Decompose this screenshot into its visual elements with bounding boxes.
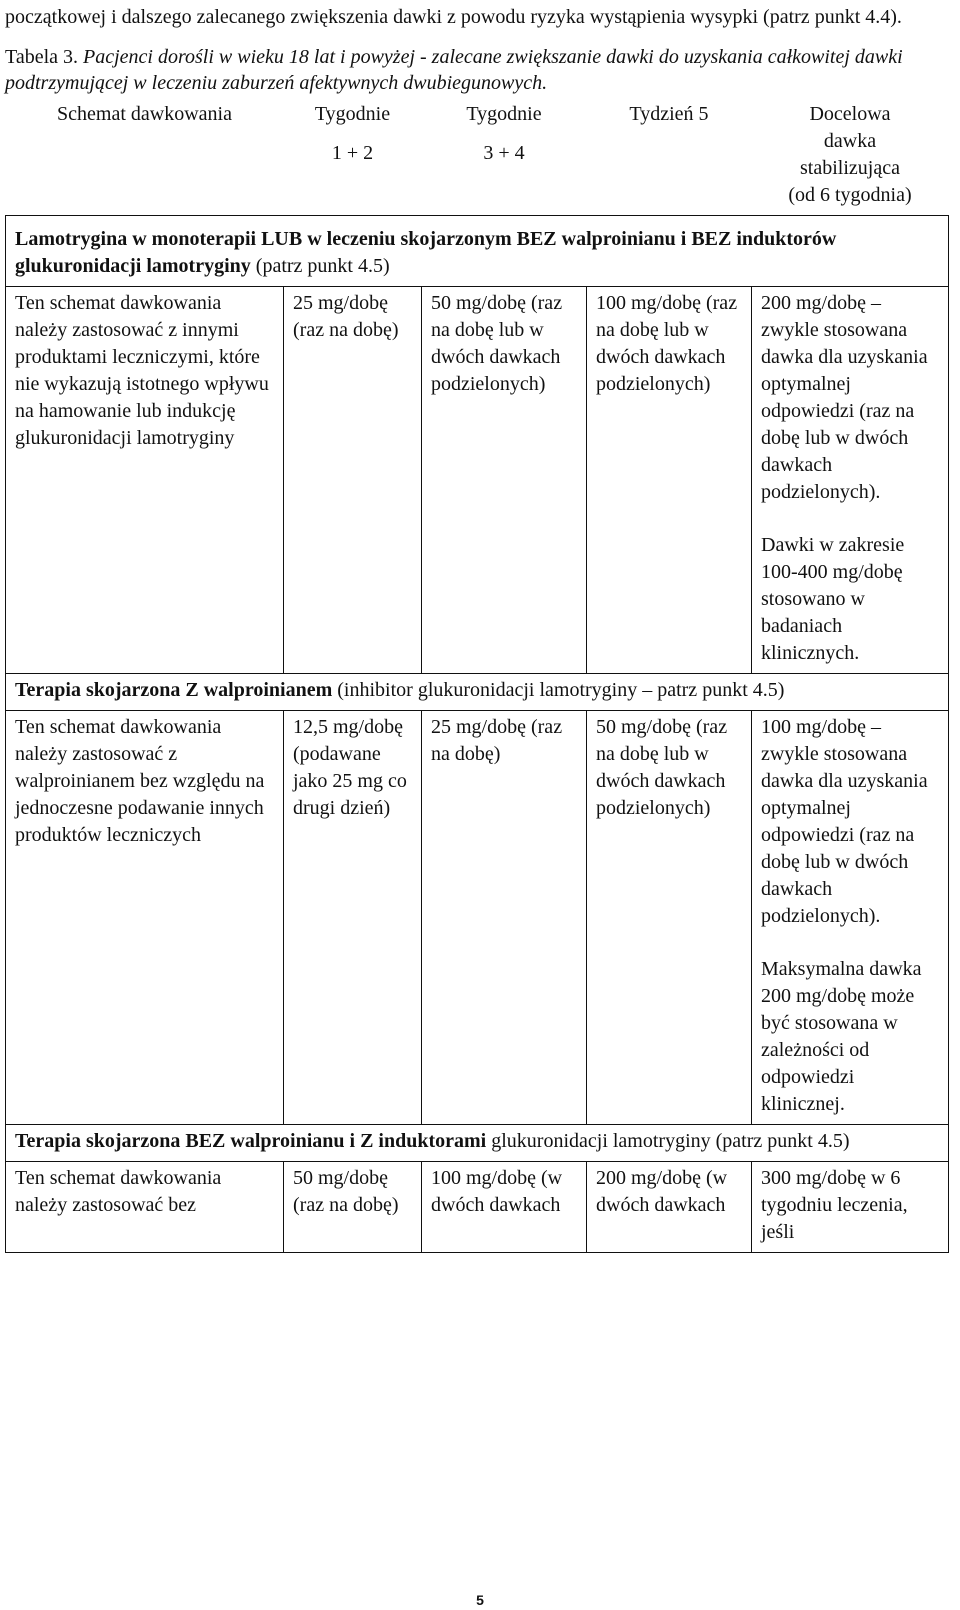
page-number: 5 (476, 1592, 484, 1608)
table-row-with-valproate (6, 711, 949, 1125)
section-heading-monotherapy (6, 216, 949, 287)
row2-weeks-3-4: 25 mg/dobę (raz na dobę) (422, 711, 587, 1125)
row1-target-dose (752, 287, 949, 674)
row2-week-5: 50 mg/dobę (raz na dobę lub w dwóch dawkach podzielonych) (587, 711, 752, 1125)
header-weeks-1-2-label: Tygodnie (314, 103, 391, 125)
row3-weeks-1-2: 50 mg/dobę (raz na dobę) (284, 1162, 422, 1253)
section-row-with-valproate (6, 674, 949, 711)
header-target-dose-line3: stabilizująca (800, 157, 900, 179)
row1-weeks-3-4: 50 mg/dobę (raz na dobę lub w dwóch dawkach podzielonych) (422, 287, 587, 674)
header-week-5: Tydzień 5 (629, 103, 709, 125)
document-page (5, 0, 945, 1253)
dosage-table (5, 98, 949, 1253)
table-caption-text: Pacjenci dorośli w wieku 18 lat i powyżej - zalecane zwiększanie dawki do uzyskania całkowitej dawki podtrzymującej w leczeniu zaburzeń afektywnych dwubiegunowych. (5, 46, 903, 94)
section-heading-with-valproate-ref: (inhibitor glukuronidacji lamotryginy – patrz punkt 4.5) (332, 679, 785, 701)
section-heading-with-inducers (6, 1125, 949, 1162)
section-heading-monotherapy-ref: (patrz punkt 4.5) (250, 255, 390, 277)
row3-schedule: Ten schemat dawkowania należy zastosować bez (6, 1162, 284, 1253)
row3-target-dose: 300 mg/dobę w 6 tygodniu leczenia, jeśli (752, 1162, 949, 1253)
section-heading-with-valproate (6, 674, 949, 711)
header-target-dose (752, 98, 949, 216)
table-row-monotherapy (6, 287, 949, 674)
header-target-dose-line2: dawka (823, 130, 877, 152)
table-header-row (6, 98, 949, 216)
header-weeks-1-2 (284, 98, 422, 216)
section-heading-monotherapy-bold: Lamotrygina w monoterapii LUB w leczeniu skojarzonym BEZ walproinianu i BEZ induktorów glukuronidacji lamotryginy (15, 228, 837, 277)
table-caption-label: Tabela 3. (5, 46, 79, 68)
section-row-monotherapy (6, 216, 949, 287)
row3-weeks-3-4: 100 mg/dobę (w dwóch dawkach (422, 1162, 587, 1253)
row1-week-5: 100 mg/dobę (raz na dobę lub w dwóch dawkach podzielonych) (587, 287, 752, 674)
header-weeks-3-4-value: 3 + 4 (483, 142, 525, 164)
row2-weeks-1-2: 12,5 mg/dobę (podawane jako 25 mg co drugi dzień) (284, 711, 422, 1125)
row1-target-dose-main: 200 mg/dobę – zwykle stosowana dawka dla uzyskania optymalnej odpowiedzi (raz na dobę lub w dwóch dawkach podzielonych). (761, 292, 928, 503)
row1-weeks-1-2: 25 mg/dobę (raz na dobę) (284, 287, 422, 674)
header-target-dose-line4: (od 6 tygodnia) (788, 184, 912, 206)
row2-schedule: Ten schemat dawkowania należy zastosować z walproinianem bez względu na jednoczesne podawanie innych produktów leczniczych (6, 711, 284, 1125)
row3-week-5: 200 mg/dobę (w dwóch dawkach (587, 1162, 752, 1253)
row2-target-dose (752, 711, 949, 1125)
section-heading-with-inducers-bold: Terapia skojarzona BEZ walproinianu i Z induktorami (15, 1130, 487, 1152)
header-weeks-1-2-value: 1 + 2 (331, 142, 374, 164)
header-weeks-3-4 (422, 98, 587, 216)
row1-target-dose-note: Dawki w zakresie 100-400 mg/dobę stosowano w badaniach klinicznych. (761, 534, 905, 664)
table-caption (5, 44, 945, 96)
section-heading-with-valproate-bold: Terapia skojarzona Z walproinianem (15, 679, 333, 701)
header-weeks-3-4-label: Tygodnie (466, 103, 542, 125)
section-heading-with-inducers-ref: glukuronidacji lamotryginy (patrz punkt 4.5) (486, 1130, 850, 1152)
header-target-dose-line1: Docelowa (809, 103, 891, 125)
row2-target-dose-main: 100 mg/dobę – zwykle stosowana dawka dla uzyskania optymalnej odpowiedzi (raz na dobę lub w dwóch dawkach podzielonych). (761, 716, 928, 927)
intro-paragraph: początkowej i dalszego zalecanego zwiększenia dawki z powodu ryzyka wystąpienia wysypki (patrz punkt 4.4). (5, 6, 902, 28)
row2-target-dose-note: Maksymalna dawka 200 mg/dobę może być stosowana w zależności od odpowiedzi klinicznej. (761, 958, 922, 1115)
row1-schedule: Ten schemat dawkowania należy zastosować z innymi produktami leczniczymi, które nie wykazują istotnego wpływu na hamowanie lub indukcję glukuronidacji lamotryginy (6, 287, 284, 674)
table-row-with-inducers (6, 1162, 949, 1253)
section-row-with-inducers (6, 1125, 949, 1162)
header-schedule: Schemat dawkowania (57, 103, 232, 125)
